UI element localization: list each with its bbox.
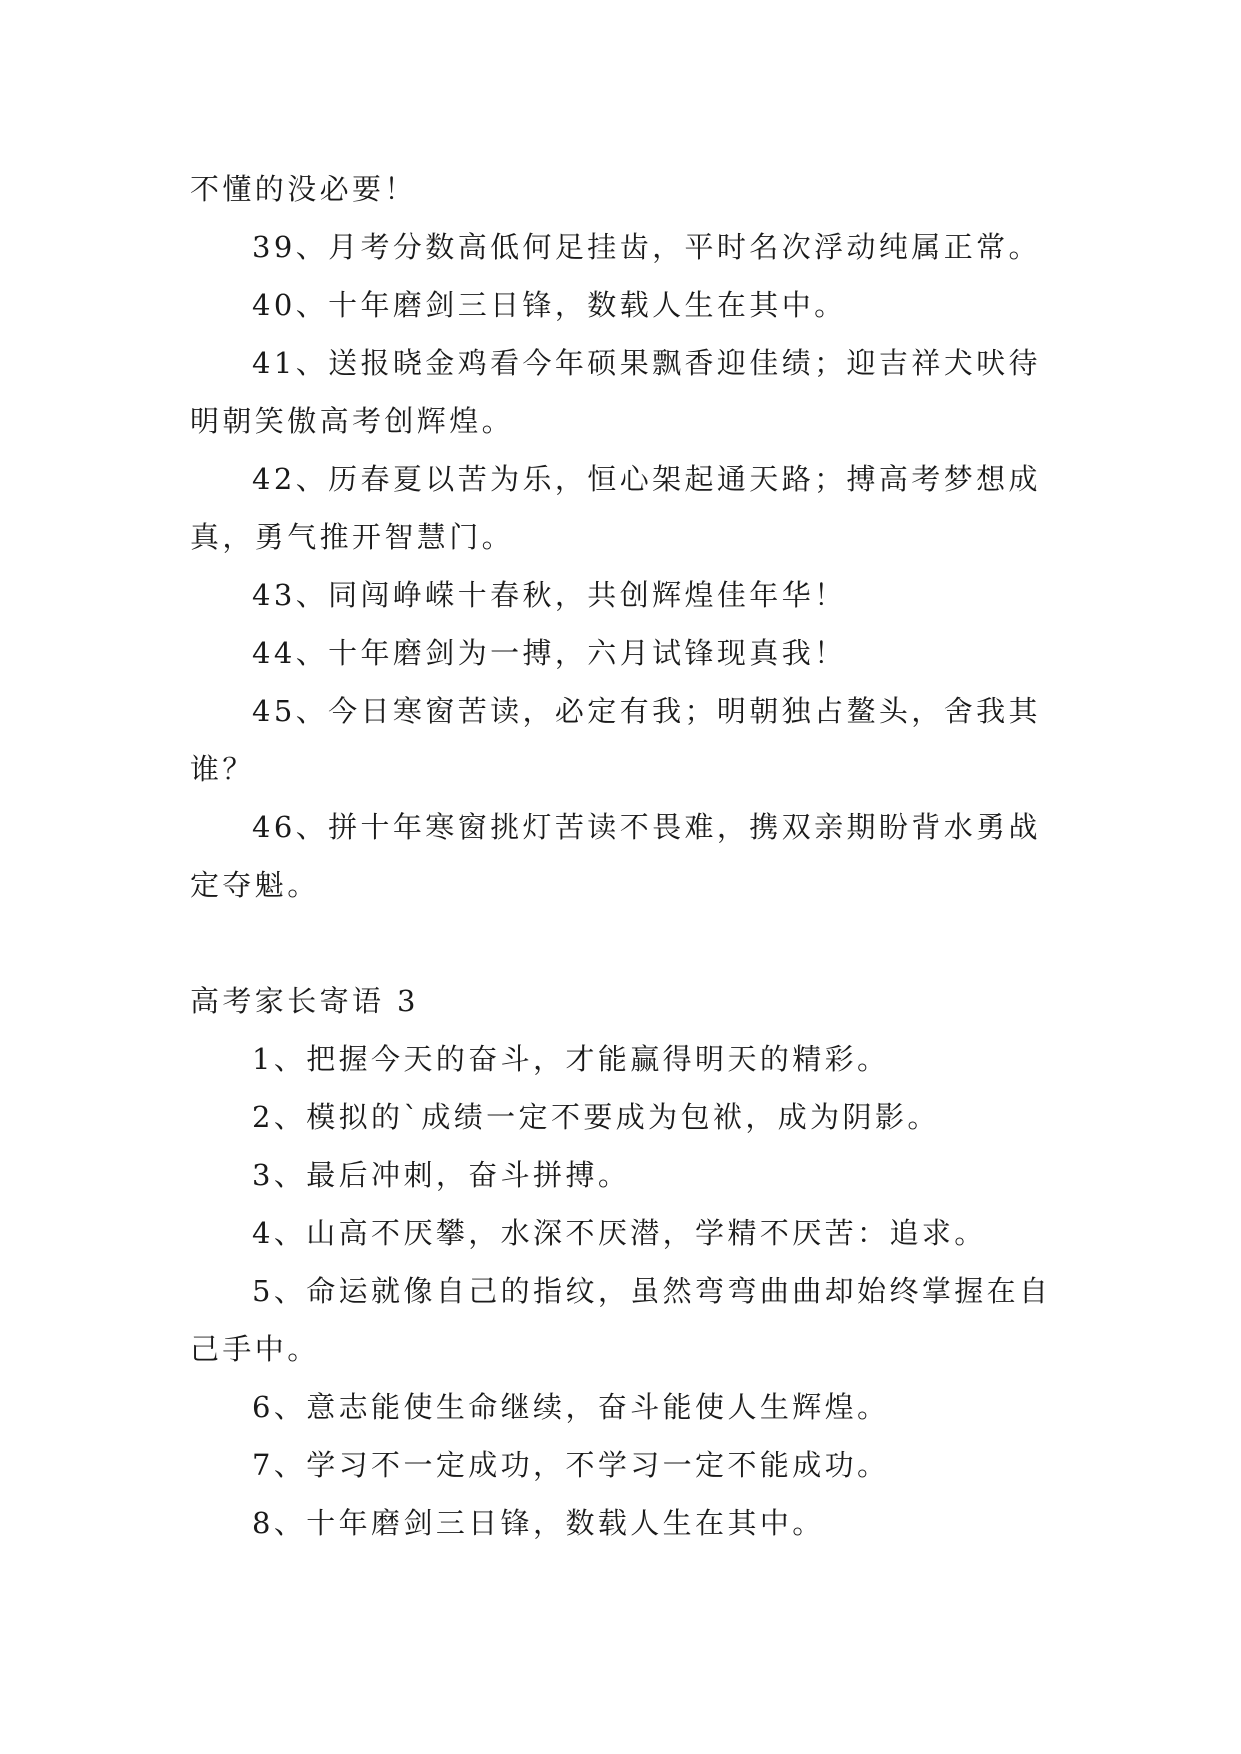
- list-item: 1、把握今天的奋斗，才能赢得明天的精彩。: [252, 1042, 890, 1076]
- list-item: 43、同闯峥嵘十春秋，共创辉煌佳年华！: [252, 578, 847, 612]
- list-item: 41、送报晓金鸡看今年硕果飘香迎佳绩；迎吉祥犬吠待明朝笑傲高考创辉煌。: [190, 346, 1041, 438]
- list-item: 39、月考分数高低何足挂齿，平时名次浮动纯属正常。: [252, 230, 1041, 264]
- section-heading: 高考家长寄语 3: [190, 984, 419, 1018]
- list-item: 4、山高不厌攀，水深不厌潜，学精不厌苦：追求。: [252, 1216, 987, 1250]
- list-item: 46、拼十年寒窗挑灯苦读不畏难，携双亲期盼背水勇战定夺魁。: [190, 810, 1041, 902]
- document-body: [190, 160, 1060, 1552]
- list-item: 8、十年磨剑三日锋，数载人生在其中。: [252, 1506, 825, 1540]
- list-item: 3、最后冲刺，奋斗拼搏。: [252, 1158, 631, 1192]
- section-spacer: [190, 914, 1060, 972]
- list-item: 7、学习不一定成功，不学习一定不能成功。: [252, 1448, 890, 1482]
- list-item: 45、今日寒窗苦读，必定有我；明朝独占鳌头，舍我其谁？: [190, 694, 1041, 786]
- list-item: 2、模拟的`成绩一定不要成为包袱，成为阴影。: [252, 1100, 940, 1134]
- list-item: 40、十年磨剑三日锋，数载人生在其中。: [252, 288, 847, 322]
- list-item: 5、命运就像自己的指纹，虽然弯弯曲曲却始终掌握在自己手中。: [190, 1274, 1052, 1366]
- list-item: 44、十年磨剑为一搏，六月试锋现真我！: [252, 636, 847, 670]
- paragraph-continuation: 不懂的没必要！: [190, 172, 417, 206]
- list-item: 6、意志能使生命继续，奋斗能使人生辉煌。: [252, 1390, 890, 1424]
- list-item: 42、历春夏以苦为乐，恒心架起通天路；搏高考梦想成真，勇气推开智慧门。: [190, 462, 1041, 554]
